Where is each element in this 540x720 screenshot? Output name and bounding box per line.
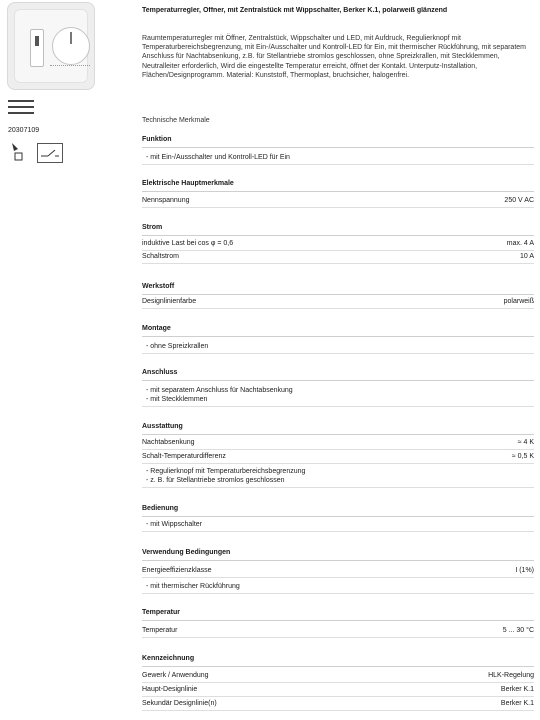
bullet-item: - Regulierknopf mit Temperaturbereichsbegrenzung bbox=[146, 468, 306, 475]
spec-key: Gewerk / Anwendung bbox=[142, 672, 209, 679]
bullet-item: - mit separatem Anschluss für Nachtabsenkung bbox=[146, 387, 293, 394]
spec-value: 10 A bbox=[519, 253, 534, 260]
hand-plug-icon bbox=[10, 141, 26, 161]
spec-row bbox=[142, 565, 534, 578]
spec-row bbox=[142, 670, 534, 683]
spec-value: Berker K.1 bbox=[500, 700, 534, 707]
section-heading: Bedienung bbox=[142, 502, 534, 517]
bullet-item: - mit thermischer Rückführung bbox=[146, 583, 240, 590]
spec-row bbox=[142, 698, 534, 711]
bullet-item: - z. B. für Stellantriebe stromlos geschlossen bbox=[146, 477, 285, 484]
spec-value: polarweiß bbox=[503, 298, 534, 305]
spec-key: Sekundär Designlinie(n) bbox=[142, 700, 217, 707]
spec-key: Haupt-Designlinie bbox=[142, 686, 198, 693]
section-heading: Funktion bbox=[142, 133, 534, 148]
bullet-item: - mit Ein-/Ausschalter und Kontroll-LED für Ein bbox=[146, 154, 290, 161]
bullet-list bbox=[142, 153, 534, 165]
product-image[interactable] bbox=[7, 2, 95, 90]
spec-key: Schaltstrom bbox=[142, 253, 179, 260]
section-heading: Montage bbox=[142, 322, 534, 337]
section-heading: Ausstattung bbox=[142, 420, 534, 435]
bullet-item: - ohne Spreizkrallen bbox=[146, 343, 209, 350]
section-heading: Verwendung Bedingungen bbox=[142, 546, 534, 561]
bullet-item: - mit Steckklemmen bbox=[146, 396, 208, 403]
product-description: Raumtemperaturregler mit Öffner, Zentralstück, Wippschalter und LED, mit Aufdruck, Regulierknopf mit Temperaturbereichsbegrenzung, mit Ein-/Ausschalter und Kontroll-LED für Ein, mit thermischer Rückführung, mit separatem Anschluss für Nachtabsenkung, z.B. für Stellantriebe stromlos geschlossen, ohne Spreizkrallen, mit Steckklemmen, Neutralleiter erforderlich, Wird die eingestellte Temperatur erreicht, öffnet der Kontakt. Unterputz-Installation, Flächen/Designprogramm. Material: Kunststoff, Thermoplast, bruchsicher, halogenfrei. bbox=[142, 35, 526, 79]
spec-value: I (1%) bbox=[515, 567, 534, 574]
spec-value: HLK-Regelung bbox=[488, 672, 534, 679]
section-heading: Temperatur bbox=[142, 606, 534, 621]
rocker-switch-icon bbox=[30, 29, 44, 67]
spec-row bbox=[142, 437, 534, 450]
section-heading: Anschluss bbox=[142, 366, 534, 381]
spec-value: max. 4 A bbox=[506, 240, 534, 247]
bullet-list bbox=[142, 386, 534, 407]
switch-symbol-icon bbox=[37, 143, 63, 163]
spec-value: ≈ 0,5 K bbox=[511, 453, 534, 460]
section-heading: Strom bbox=[142, 221, 534, 236]
spec-key: Schalt-Temperaturdifferenz bbox=[142, 453, 226, 460]
spec-row bbox=[142, 296, 534, 309]
spec-key: Nennspannung bbox=[142, 197, 190, 204]
spec-key: Nachtabsenkung bbox=[142, 439, 195, 446]
section-heading: Kennzeichnung bbox=[142, 652, 534, 667]
spec-key: Designlinienfarbe bbox=[142, 298, 197, 305]
spec-row bbox=[142, 195, 534, 208]
spec-row bbox=[142, 684, 534, 697]
section-heading: Werkstoff bbox=[142, 280, 534, 295]
variant-lines-icon bbox=[8, 100, 34, 118]
spec-key: Energieeffizienzklasse bbox=[142, 567, 212, 574]
section-heading: Elektrische Hauptmerkmale bbox=[142, 177, 534, 192]
bullet-list bbox=[142, 342, 534, 354]
scale-marks-icon bbox=[50, 65, 90, 74]
spec-row bbox=[142, 625, 534, 638]
bullet-list bbox=[142, 467, 534, 488]
spec-value: 5 ... 30 °C bbox=[502, 627, 534, 634]
spec-row bbox=[142, 451, 534, 464]
bullet-list bbox=[142, 520, 534, 532]
article-number: 20307109 bbox=[8, 127, 40, 134]
temperature-knob-icon bbox=[52, 27, 90, 65]
tech-features-label: Technische Merkmale bbox=[142, 117, 210, 124]
spec-key: induktive Last bei cos φ = 0,6 bbox=[142, 240, 234, 247]
spec-value: 250 V AC bbox=[504, 197, 534, 204]
spec-key: Temperatur bbox=[142, 627, 178, 634]
spec-value: ≈ 4 K bbox=[517, 439, 534, 446]
product-title: Temperaturregler, Öffner, mit Zentralstück mit Wippschalter, Berker K.1, polarweiß glänzend bbox=[142, 7, 448, 14]
spec-row bbox=[142, 238, 534, 251]
bullet-item: - mit Wippschalter bbox=[146, 521, 203, 528]
spec-row bbox=[142, 251, 534, 264]
bullet-list bbox=[142, 582, 534, 594]
spec-value: Berker K.1 bbox=[500, 686, 534, 693]
thermostat-plate-icon bbox=[14, 9, 88, 83]
